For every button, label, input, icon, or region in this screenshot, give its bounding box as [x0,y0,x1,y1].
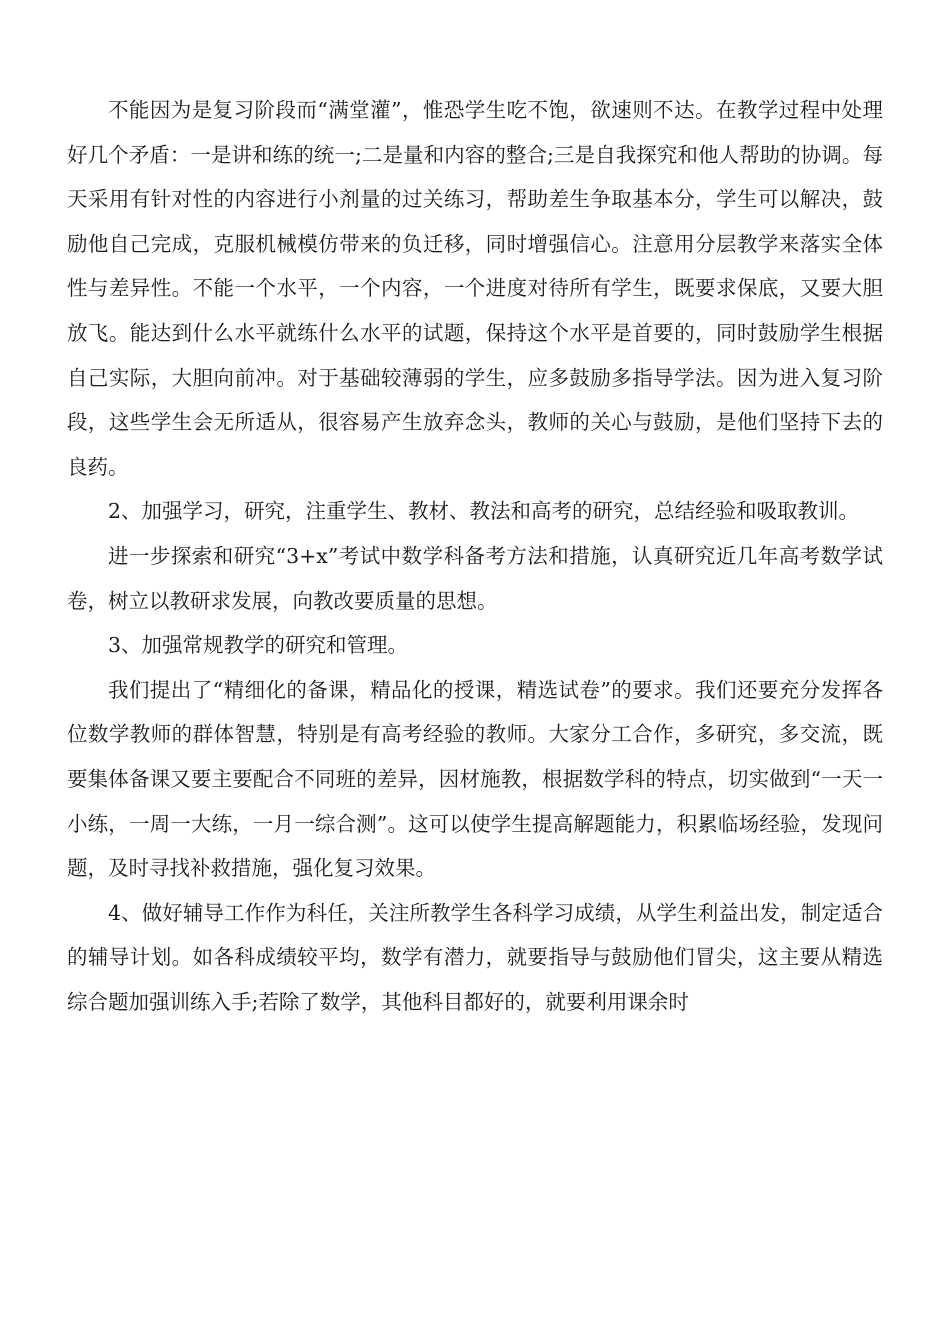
paragraph-heading-2: 2、加强学习，研究，注重学生、教材、教法和高考的研究，总结经验和吸取教训。 [108,499,860,524]
document-page [67,88,883,1024]
paragraph-lesson-preparation: 我们提出了“精细化的备课，精品化的授课，精选试卷”的要求。我们还要充分发挥各位数学教师的群体智慧，特别是有高考经验的教师。大家分工合作，多研究，多交流，既要集体备课又要主要配合不同班的差异，因材施教，根据数学科的特点，切实做到“一天一小练，一周一大练，一月一综合测”。这可以使学生提高解题能力，积累临场经验，发现问题，及时寻找补救措施，强化复习效果。 [67,677,883,881]
paragraph-exam-research: 进一步探索和研究“3+x”考试中数学科备考方法和措施，认真研究近几年高考数学试卷，树立以教研求发展，向教改要质量的思想。 [67,543,883,613]
paragraph-review-strategy: 不能因为是复习阶段而“满堂灌”，惟恐学生吃不饱，欲速则不达。在教学过程中处理好几个矛盾：一是讲和练的统一;二是量和内容的整合;三是自我探究和他人帮助的协调。每天采用有针对性的内容进行小剂量的过关练习，帮助差生争取基本分，学生可以解决，鼓励他自己完成，克服机械模仿带来的负迁移，同时增强信心。注意用分层教学来落实全体性与差异性。不能一个水平，一个内容，一个进度对待所有学生，既要求保底，又要大胆放飞。能达到什么水平就练什么水平的试题，保持这个水平是首要的，同时鼓励学生根据自己实际，大胆向前冲。对于基础较薄弱的学生，应多鼓励多指导学法。因为进入复习阶段，这些学生会无所适从，很容易产生放弃念头，教师的关心与鼓励，是他们坚持下去的良药。 [67,98,883,479]
paragraph-heading-4-tutoring: 4、做好辅导工作作为科任，关注所教学生各科学习成绩，从学生利益出发，制定适合的辅导计划。如各科成绩较平均，数学有潜力，就要指导与鼓励他们冒尖，这主要从精选综合题加强训练入手;若除了数学，其他科目都好的，就要利用课余时 [67,900,883,1014]
paragraph-heading-3: 3、加强常规教学的研究和管理。 [108,633,409,658]
